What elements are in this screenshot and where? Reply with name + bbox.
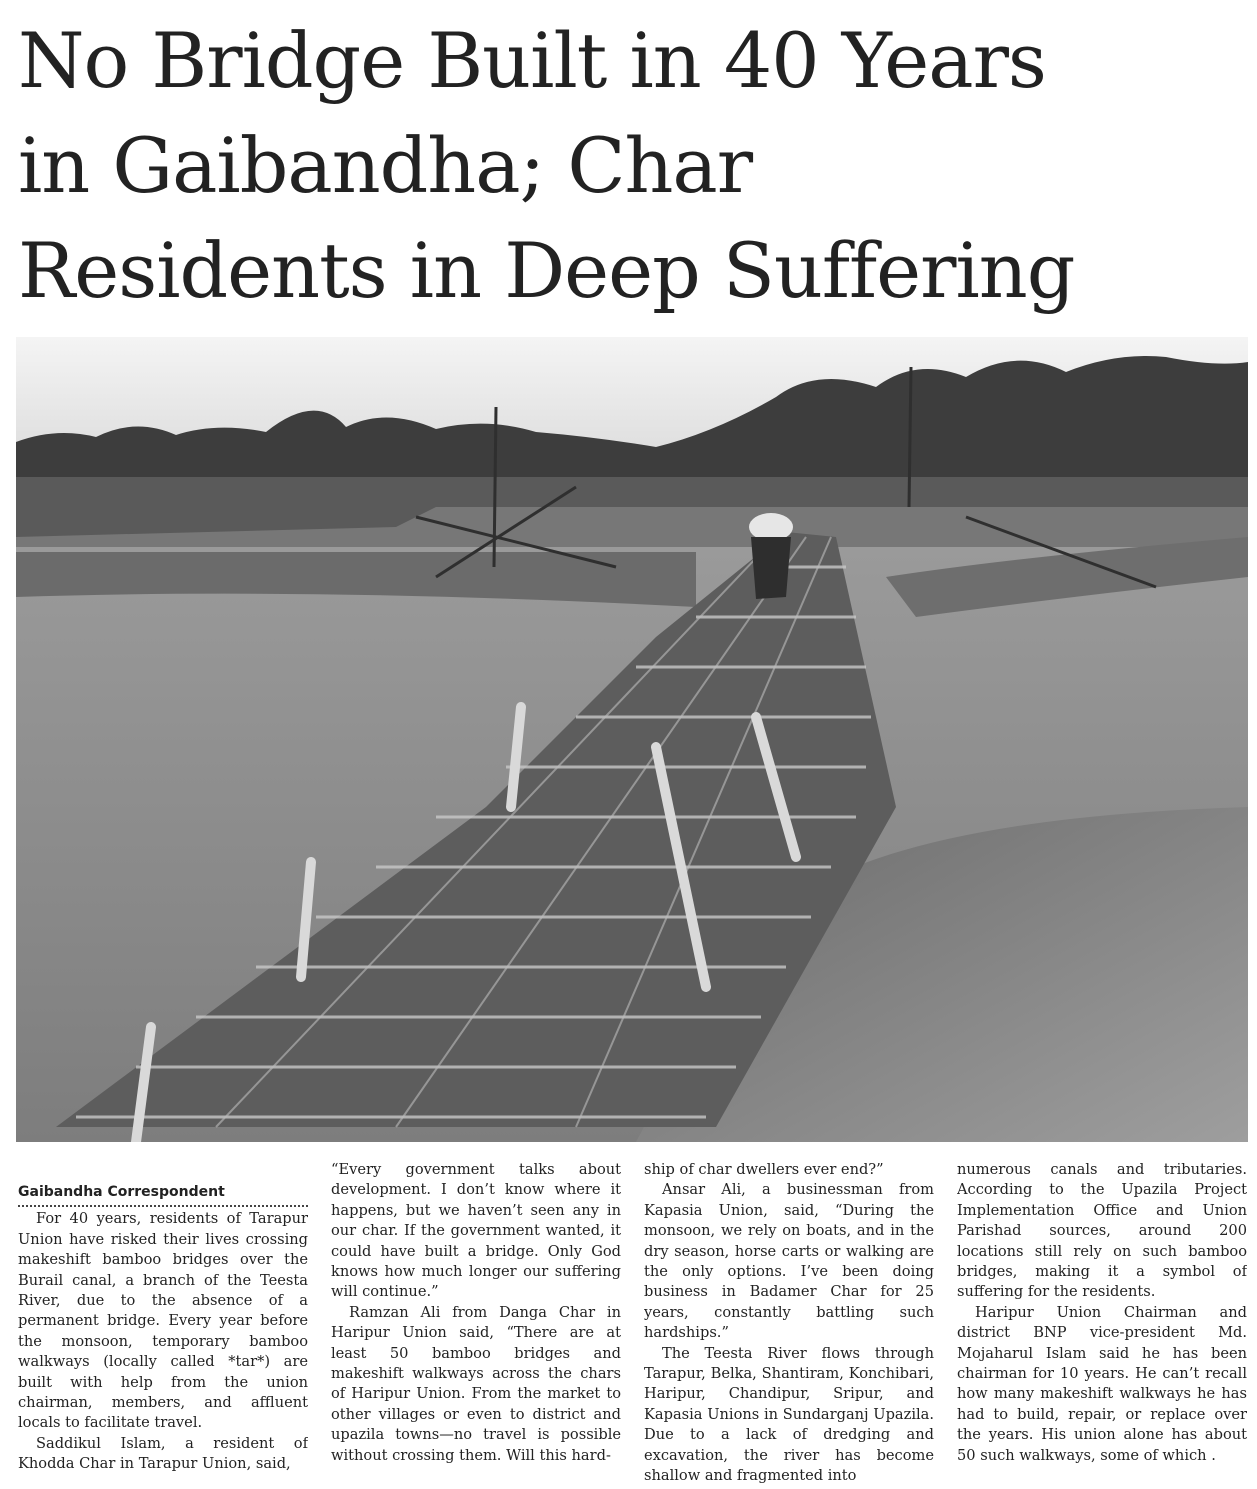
column-4 bbox=[957, 1160, 1247, 1485]
byline: Gaibandha Correspondent bbox=[18, 1160, 308, 1207]
paragraph: “Every government talks about development. I don’t know where it happens, but we haven’t seen any in our char. If the government wanted, it could have built a bridge. Only God knows how much longer our suffering will continue.” bbox=[331, 1161, 621, 1301]
paragraph: For 40 years, residents of Tarapur Union have risked their lives crossing makeshift bamboo bridges over the Burail canal, a branch of the Teesta River, due to the absence of a permanent bridge. Every year before the monsoon, temporary bamboo walkways (locally called *tar*) are built with help from the union chairman, members, and affluent locals to facilitate travel. bbox=[18, 1210, 308, 1432]
article-body bbox=[18, 1160, 1248, 1485]
paragraph: Ramzan Ali from Danga Char in Haripur Union said, “There are at least 50 bamboo bridges and makeshift walkways across the chars of Haripur Union. From the market to other villages or even to district and upazila towns—no travel is possible without crossing them. Will this hard- bbox=[331, 1303, 621, 1464]
paragraph: Saddikul Islam, a resident of Khodda Char in Tarapur Union, said, bbox=[18, 1434, 308, 1473]
headline: No Bridge Built in 40 Years in Gaibandha; Char Residents in Deep Suffering bbox=[18, 16, 1075, 315]
paragraph: ship of char dwellers ever end?” bbox=[644, 1161, 884, 1178]
paragraph: Ansar Ali, a businessman from Kapasia Union, said, “During the monsoon, we rely on boats, and in the dry season, horse carts or walking are the only options. I’ve been doing business in Badamer Char for 25 years, constantly battling such hardships.” bbox=[644, 1181, 934, 1342]
paragraph: numerous canals and tributaries. According to the Upazila Project Implementation Office and Union Parishad sources, around 200 locations still rely on such bamboo bridges, making it a symbol of suffering for the residents. bbox=[957, 1161, 1247, 1301]
paragraph: The Teesta River flows through Tarapur, Belka, Shantiram, Konchibari, Haripur, Chandipur, Sripur, and Kapasia Unions in Sundarganj Upazila. Due to a lack of dredging and excavation, the river has become shallow and fragmented into bbox=[644, 1344, 934, 1485]
column-2 bbox=[331, 1160, 621, 1485]
article-photo bbox=[16, 337, 1248, 1142]
column-1 bbox=[18, 1160, 308, 1485]
bamboo-bridge-photo bbox=[16, 337, 1248, 1142]
column-3 bbox=[644, 1160, 934, 1485]
paragraph: Haripur Union Chairman and district BNP vice-president Md. Mojaharul Islam said he has been chairman for 10 years. He can’t recall how many makeshift walkways he has had to build, repair, or replace over the years. His union alone has about 50 such walkways, some of which . bbox=[957, 1303, 1247, 1464]
